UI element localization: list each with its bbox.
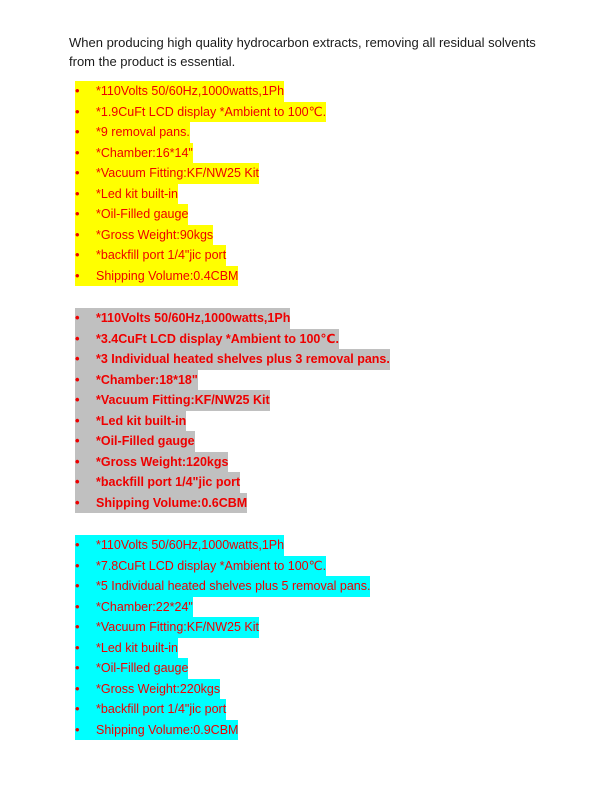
list-item: [75, 81, 326, 102]
list-item-text: *Vacuum Fitting:KF/NW25 Kit: [96, 163, 259, 184]
list-item-text: *Oil-Filled gauge: [96, 431, 195, 452]
list-item: [75, 370, 390, 391]
list-item: [75, 245, 326, 266]
list-item: [75, 204, 326, 225]
list-item: [75, 679, 370, 700]
bullet-icon: •: [75, 81, 96, 102]
list-item-text: *Vacuum Fitting:KF/NW25 Kit: [96, 617, 259, 638]
list-item: [75, 472, 390, 493]
list-item-text: *Chamber:22*24": [96, 597, 193, 618]
list-item: [75, 617, 370, 638]
list-item-text: Shipping Volume:0.9CBM: [96, 720, 238, 741]
bullet-icon: •: [75, 370, 96, 391]
spec-list-yellow: [75, 81, 326, 286]
list-item-text: *5 Individual heated shelves plus 5 removal pans.: [96, 576, 370, 597]
bullet-icon: •: [75, 658, 96, 679]
bullet-icon: •: [75, 720, 96, 741]
bullet-icon: •: [75, 122, 96, 143]
list-item-text: *Vacuum Fitting:KF/NW25 Kit: [96, 390, 270, 411]
list-item: [75, 163, 326, 184]
list-item-text: Shipping Volume:0.6CBM: [96, 493, 247, 514]
bullet-icon: •: [75, 225, 96, 246]
bullet-icon: •: [75, 535, 96, 556]
list-item-text: *110Volts 50/60Hz,1000watts,1Ph: [96, 81, 284, 102]
list-item: [75, 638, 370, 659]
list-item: [75, 597, 370, 618]
list-item: [75, 184, 326, 205]
bullet-icon: •: [75, 329, 96, 350]
list-item: [75, 411, 390, 432]
list-item: [75, 556, 370, 577]
list-item-text: *backfill port 1/4"jic port: [96, 699, 226, 720]
bullet-icon: •: [75, 431, 96, 452]
list-item: [75, 431, 390, 452]
list-item: [75, 699, 370, 720]
intro-paragraph: When producing high quality hydrocarbon extracts, removing all residual solvents from the product is essential.: [69, 35, 536, 69]
list-item: [75, 329, 390, 350]
list-item-text: *110Volts 50/60Hz,1000watts,1Ph: [96, 535, 284, 556]
list-item: [75, 576, 370, 597]
bullet-icon: •: [75, 679, 96, 700]
list-item: [75, 266, 326, 287]
bullet-icon: •: [75, 184, 96, 205]
list-item-text: *Led kit built-in: [96, 411, 186, 432]
list-item: [75, 390, 390, 411]
bullet-icon: •: [75, 597, 96, 618]
list-item-text: *9 removal pans.: [96, 122, 190, 143]
list-item-text: *Oil-Filled gauge: [96, 204, 188, 225]
list-item-text: *Gross Weight:120kgs: [96, 452, 228, 473]
list-item: [75, 102, 326, 123]
list-item-text: *backfill port 1/4"jic port: [96, 245, 226, 266]
bullet-icon: •: [75, 163, 96, 184]
list-item: [75, 535, 370, 556]
list-item-text: *Oil-Filled gauge: [96, 658, 188, 679]
list-item-text: *7.8CuFt LCD display *Ambient to 100℃.: [96, 556, 326, 577]
bullet-icon: •: [75, 204, 96, 225]
bullet-icon: •: [75, 493, 96, 514]
bullet-icon: •: [75, 638, 96, 659]
list-item-text: *1.9CuFt LCD display *Ambient to 100℃.: [96, 102, 326, 123]
bullet-icon: •: [75, 617, 96, 638]
list-item: [75, 658, 370, 679]
list-item: [75, 452, 390, 473]
bullet-icon: •: [75, 576, 96, 597]
list-item: [75, 349, 390, 370]
bullet-icon: •: [75, 308, 96, 329]
bullet-icon: •: [75, 143, 96, 164]
bullet-icon: •: [75, 245, 96, 266]
list-item-text: *110Volts 50/60Hz,1000watts,1Ph: [96, 308, 290, 329]
list-item-text: *Chamber:16*14": [96, 143, 193, 164]
list-item-text: *backfill port 1/4"jic port: [96, 472, 240, 493]
bullet-icon: •: [75, 390, 96, 411]
list-item-text: *3.4CuFt LCD display *Ambient to 100℃.: [96, 329, 339, 350]
list-item-text: *Led kit built-in: [96, 184, 178, 205]
bullet-icon: •: [75, 556, 96, 577]
list-item: [75, 493, 390, 514]
list-item-text: *Gross Weight:220kgs: [96, 679, 220, 700]
list-item: [75, 122, 326, 143]
list-item: [75, 308, 390, 329]
bullet-icon: •: [75, 349, 96, 370]
bullet-icon: •: [75, 266, 96, 287]
list-item-text: Shipping Volume:0.4CBM: [96, 266, 238, 287]
bullet-icon: •: [75, 472, 96, 493]
list-item-text: *Led kit built-in: [96, 638, 178, 659]
spec-list-cyan: [75, 535, 370, 740]
list-item-text: *Gross Weight:90kgs: [96, 225, 213, 246]
spec-list-gray: [75, 308, 390, 513]
list-item-text: *Chamber:18*18": [96, 370, 198, 391]
list-item: [75, 720, 370, 741]
list-item: [75, 143, 326, 164]
list-item-text: *3 Individual heated shelves plus 3 removal pans.: [96, 349, 390, 370]
bullet-icon: •: [75, 452, 96, 473]
bullet-icon: •: [75, 102, 96, 123]
list-item: [75, 225, 326, 246]
bullet-icon: •: [75, 699, 96, 720]
bullet-icon: •: [75, 411, 96, 432]
